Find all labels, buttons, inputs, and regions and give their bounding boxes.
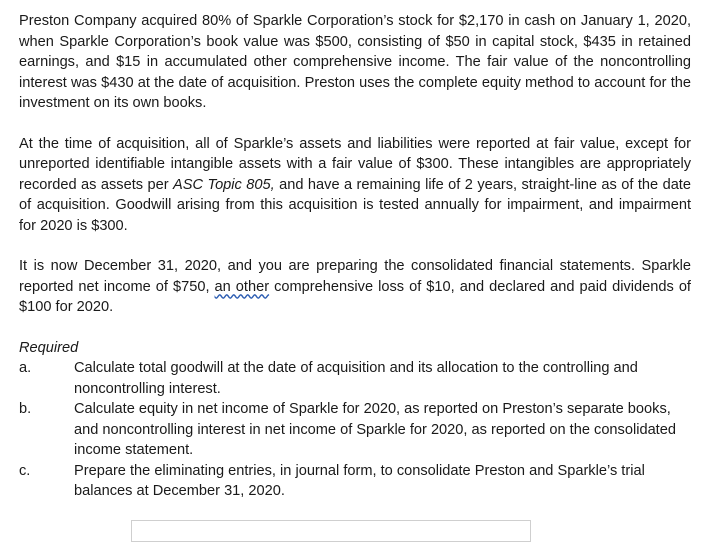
required-item-letter: c.: [19, 462, 31, 479]
required-item-c: [19, 461, 691, 502]
required-item-text: Prepare the eliminating entries, in journal form, to consolidate Preston and Sparkle’s trial balances at December 31, 2020.: [74, 462, 645, 499]
required-heading: Required: [19, 339, 79, 356]
paragraph-fair-value-text-2: and have a remaining life of 2 years, straight-line as of the date of acquisition. Goodwill arising from this acquisition is tested annually for impairment, and impairment for 2020 is $300.: [19, 176, 691, 234]
required-item-text: Calculate total goodwill at the date of acquisition and its allocation to the controlling and noncontrolling interest.: [74, 360, 638, 397]
required-item-b: [19, 399, 691, 461]
problem-document: [19, 11, 691, 502]
answer-input-box[interactable]: [131, 520, 531, 542]
required-list: [19, 358, 691, 502]
paragraph-fair-value: [19, 134, 691, 237]
grammar-flagged-phrase[interactable]: an other: [214, 278, 270, 295]
paragraph-current-period-text-2: comprehensive loss of $10, and declared and paid dividends of $100 for 2020.: [19, 278, 691, 315]
asc-topic-reference: ASC Topic 805,: [173, 176, 275, 193]
paragraph-current-period-text-1: It is now December 31, 2020, and you are preparing the consolidated financial statements. Sparkle reported net income of $750,: [19, 258, 691, 295]
required-item-a: [19, 358, 691, 399]
paragraph-fair-value-text-1: At the time of acquisition, all of Sparkle’s assets and liabilities were reported at fair value, except for unreported identifiable intangible assets with a fair value of $300. These intangibles are appropriately recorded as assets per: [19, 135, 691, 193]
required-item-text: Calculate equity in net income of Sparkle for 2020, as reported on Preston’s separate books, and noncontrolling interest in net income of Sparkle for 2020, as reported on the consolidated income statement.: [74, 401, 676, 458]
paragraph-acquisition: Preston Company acquired 80% of Sparkle Corporation’s stock for $2,170 in cash on January 1, 2020, when Sparkle Corporation’s book value was $500, consisting of $50 in capital stock, $435 in retained earnings, and $15 in accumulated other comprehensive income. The fair value of the noncontrolling interest was $430 at the date of acquisition. Preston uses the complete equity method to account for the investment on its own books.: [19, 13, 691, 111]
paragraph-current-period: [19, 256, 691, 318]
required-item-letter: a.: [19, 360, 32, 376]
required-item-letter: b.: [19, 401, 32, 417]
